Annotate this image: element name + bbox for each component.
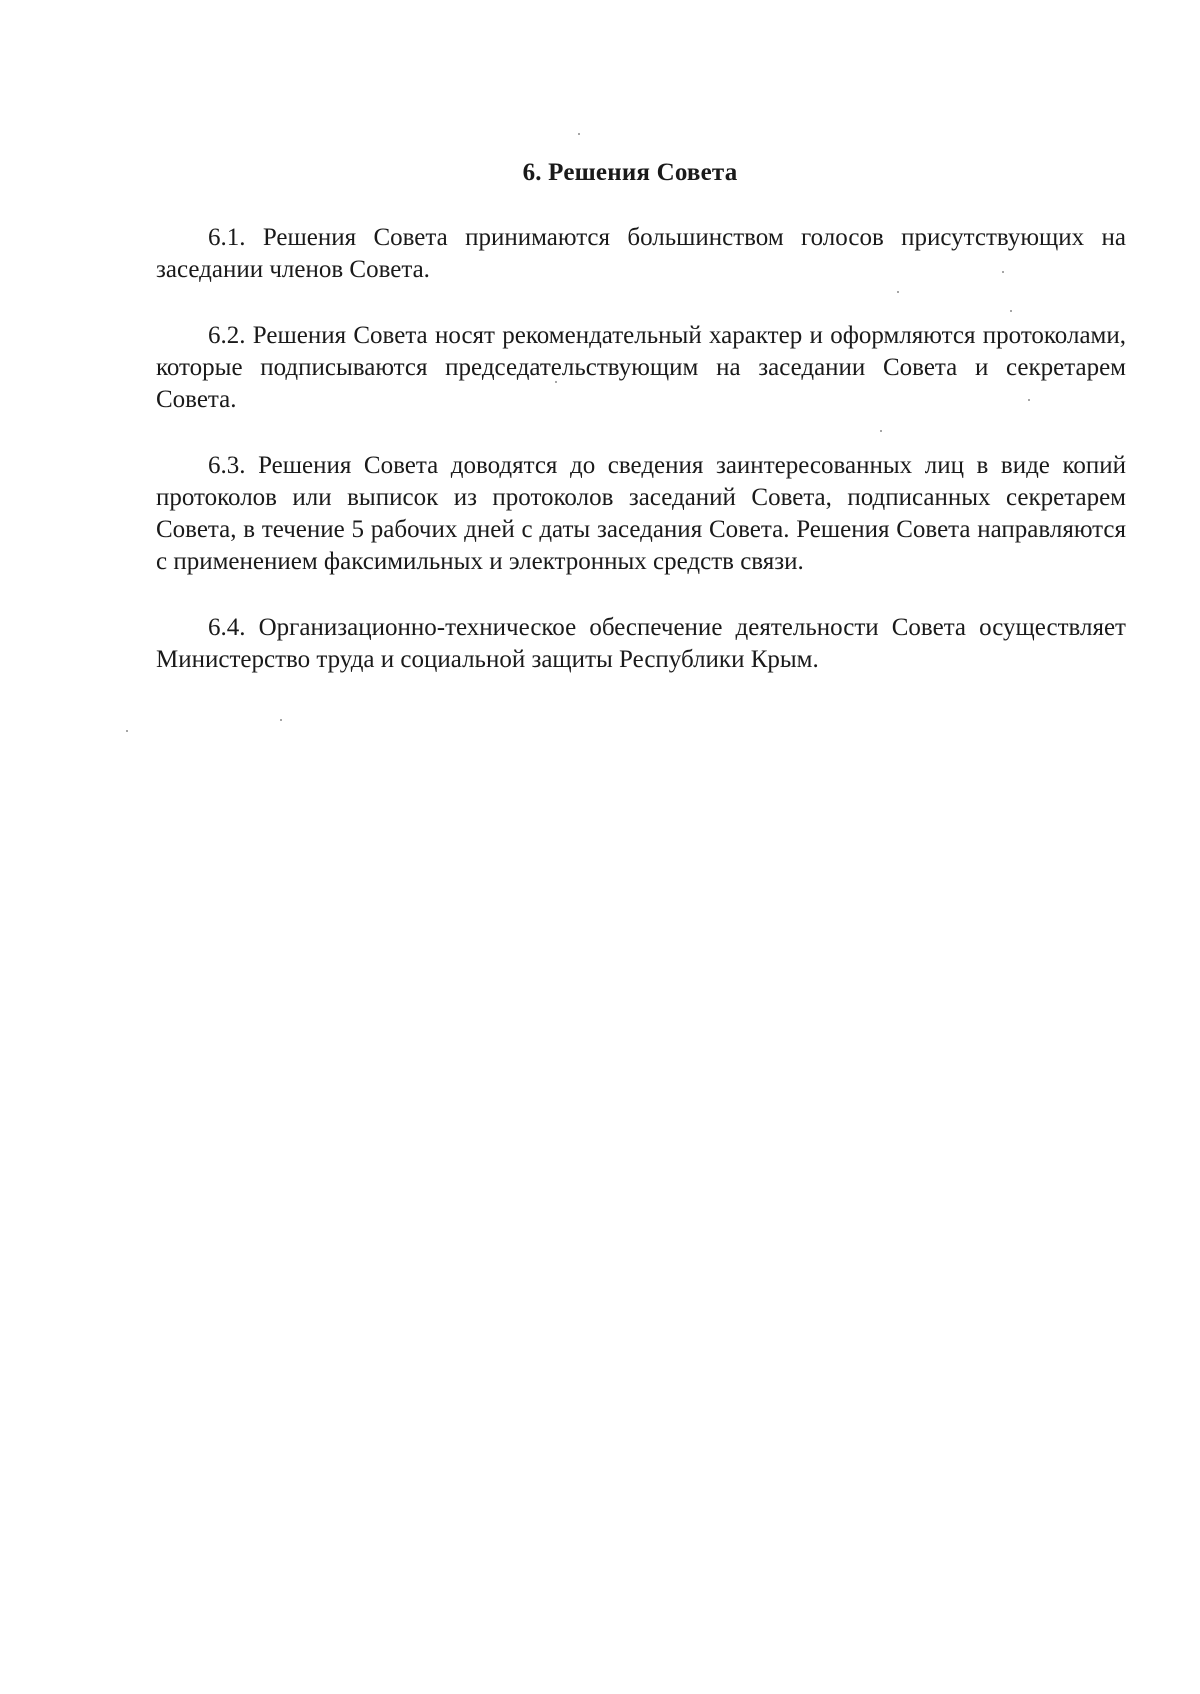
scan-speck bbox=[1002, 271, 1004, 273]
scan-speck bbox=[280, 719, 282, 721]
scan-speck bbox=[880, 430, 882, 432]
paragraph-6-1: 6.1. Решения Совета принимаются большинством голосов присутствующих на заседании членов Совета. bbox=[156, 224, 1126, 283]
scan-speck bbox=[578, 133, 580, 135]
paragraph-6-4: 6.4. Организационно-техническое обеспечение деятельности Совета осуществляет Министерство труда и социальной защиты Республики Крым. bbox=[156, 614, 1126, 673]
section-title: 6. Решения Совета bbox=[522, 159, 738, 186]
scan-speck bbox=[1010, 310, 1012, 312]
scan-speck bbox=[897, 291, 899, 293]
scan-speck bbox=[126, 730, 128, 732]
scan-speck bbox=[555, 381, 557, 383]
paragraph-6-2: 6.2. Решения Совета носят рекомендательный характер и оформляются протоколами, которые подписываются председательствующим на заседании Совета и секретарем Совета. bbox=[156, 322, 1126, 413]
scan-speck bbox=[1028, 399, 1030, 401]
paragraph-6-3: 6.3. Решения Совета доводятся до сведения заинтересованных лиц в виде копий протоколов или выписок из протоколов заседаний Совета, подписанных секретарем Совета, в течение 5 рабочих дней с даты заседания Совета. Решения Совета направляются с применением факсимильных и электронных средств связи. bbox=[156, 452, 1126, 575]
document-body bbox=[156, 222, 1126, 676]
